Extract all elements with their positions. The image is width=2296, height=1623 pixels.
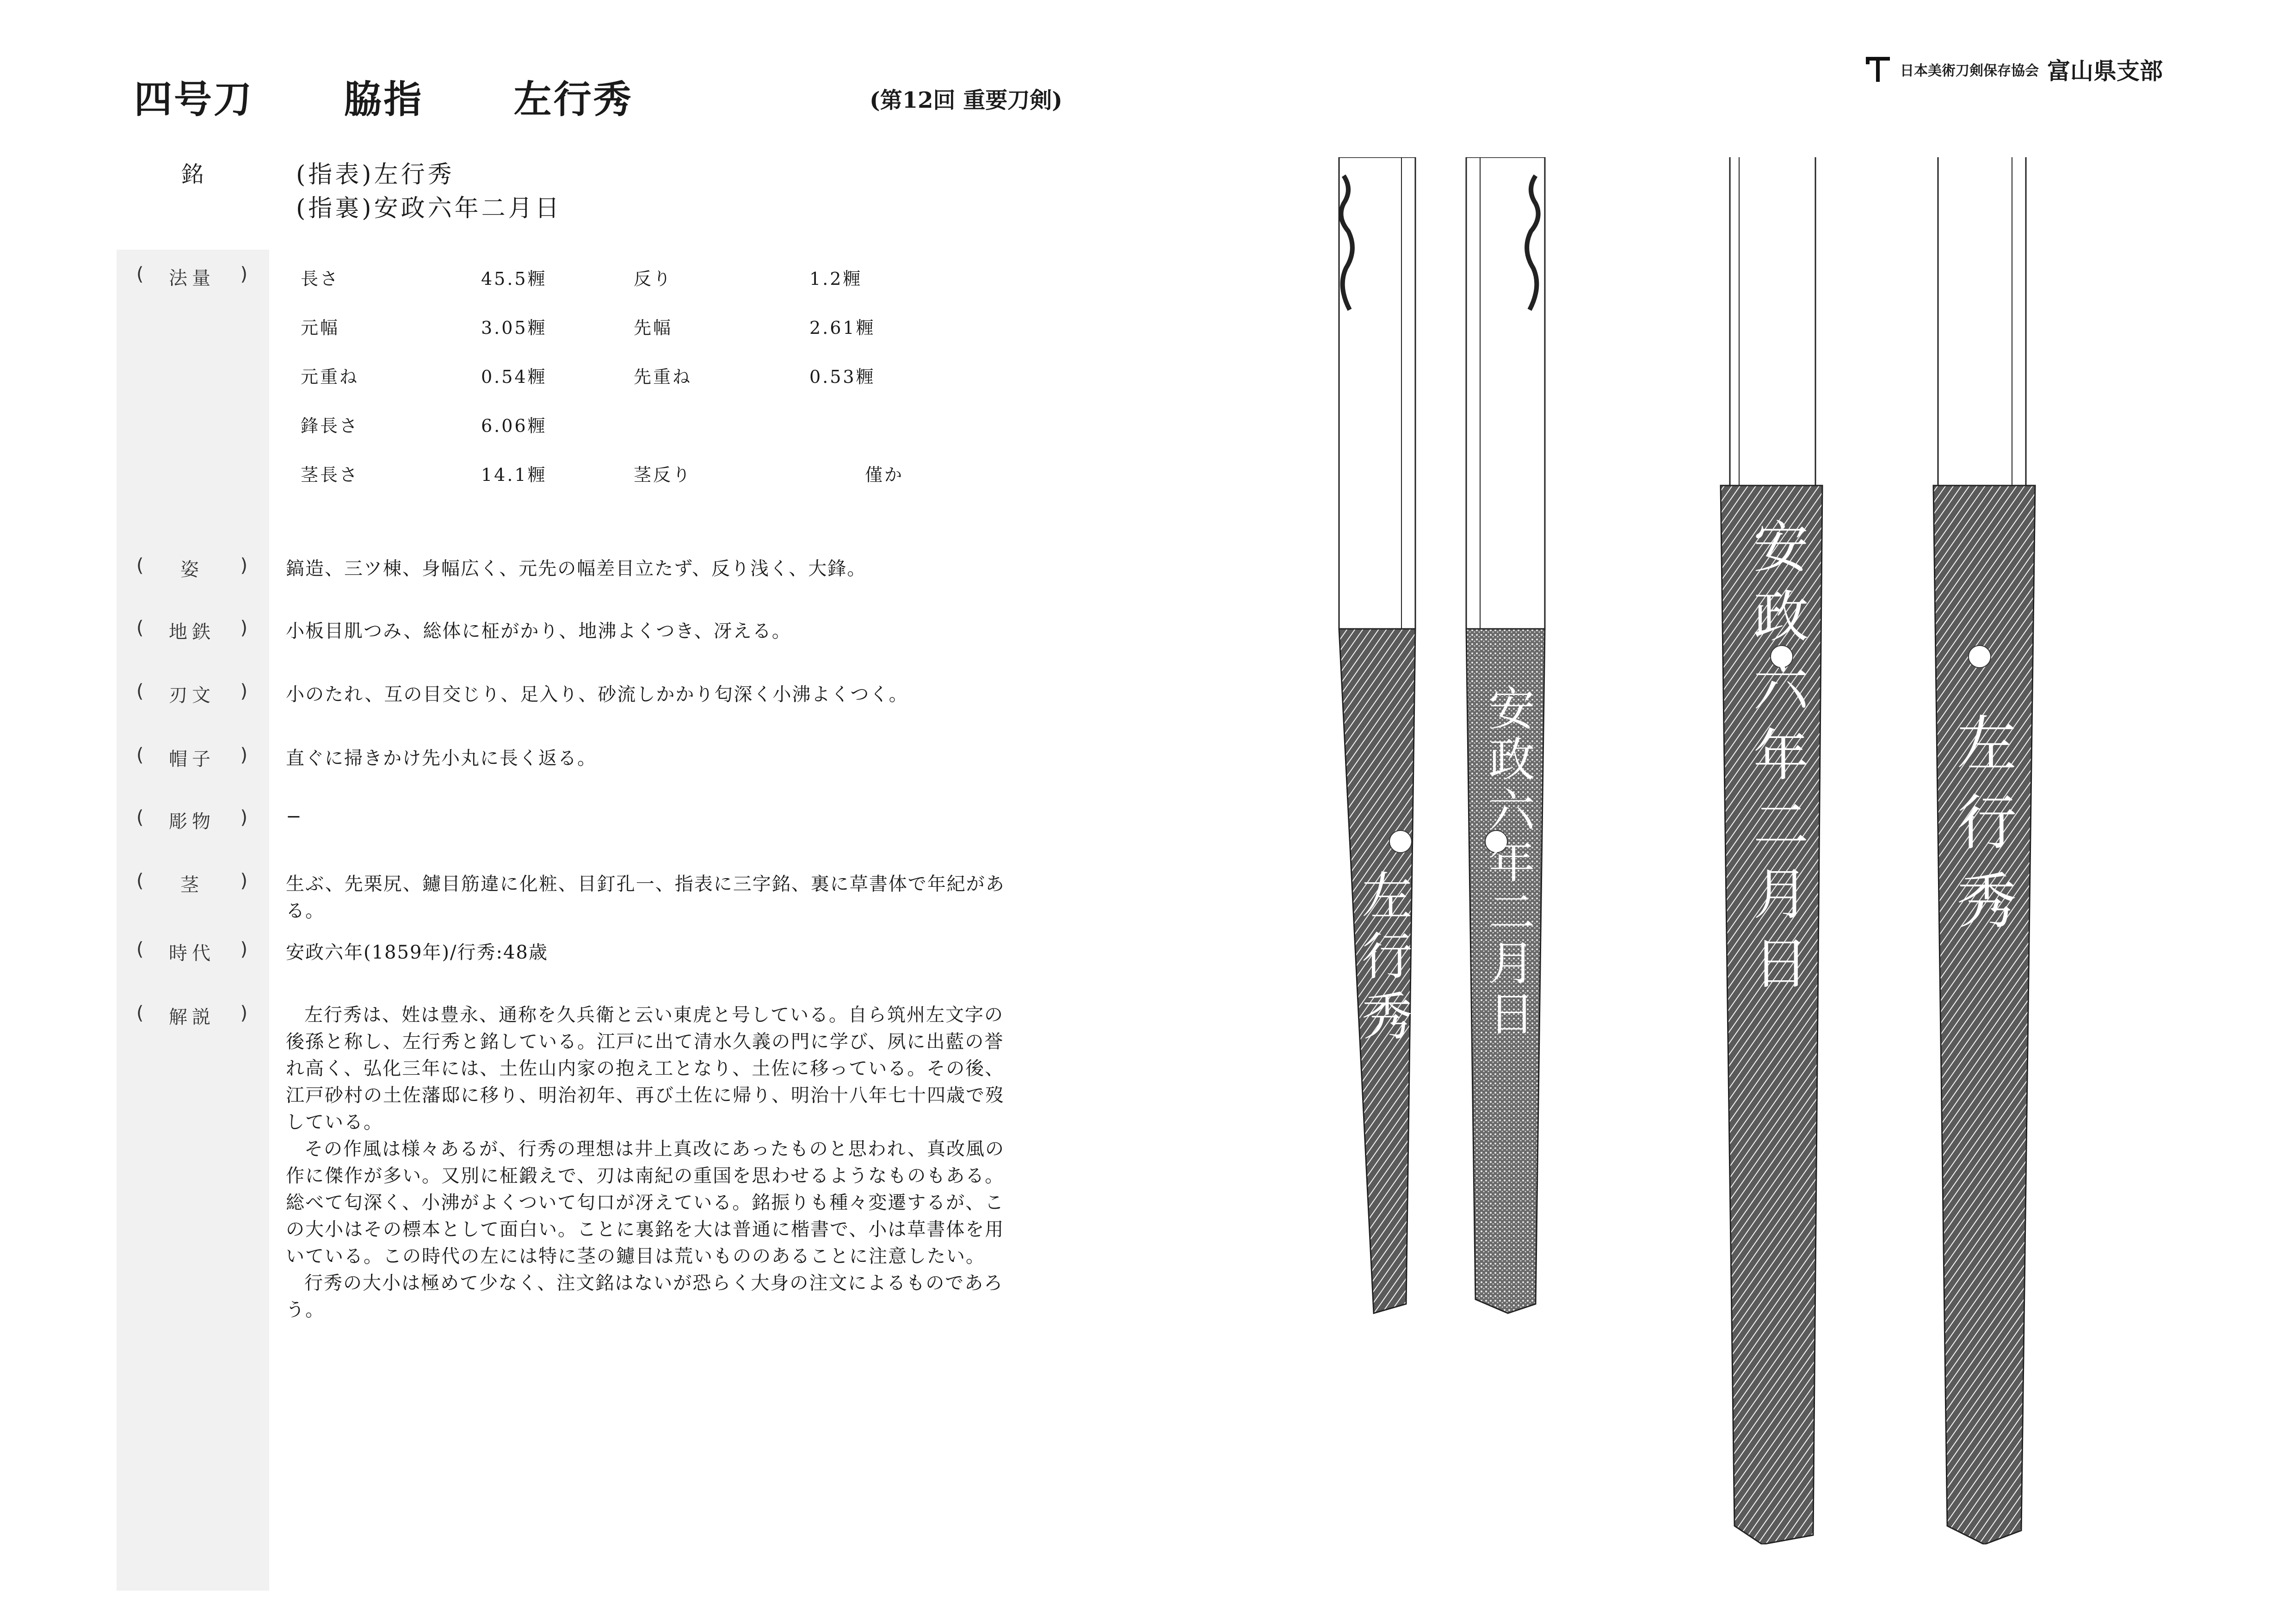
- section-label-boshi: ( 帽子 ): [134, 744, 250, 770]
- houryou-key: 茎長さ: [301, 465, 359, 485]
- kaisetsu-line: れ高く、弘化三年には、土佐山内家の抱え工となり、土佐に移っている。その後、: [286, 1058, 1005, 1079]
- houryou-value: 0.53糎: [809, 367, 876, 387]
- section-label-jigane: ( 地鉄 ): [134, 617, 250, 643]
- houryou-value: 0.54糎: [481, 367, 547, 387]
- section-text-boshi: 直ぐに掃きかけ先小丸に長く返る。: [286, 748, 597, 769]
- kaisetsu-line: いている。この時代の左には特に茎の鑢目は荒いもののあることに注意したい。: [286, 1246, 985, 1267]
- mei-ura: (指裏)安政六年二月日: [296, 195, 562, 222]
- sword-number: 四号刀: [134, 77, 254, 122]
- houryou-key: 元幅: [301, 318, 340, 338]
- houryou-key: 元重ね: [301, 367, 359, 387]
- organization-name: 日本美術刀剣保存協会: [1900, 63, 2039, 79]
- small-blade-omote: [1339, 157, 1415, 1313]
- kaisetsu-line: 作に傑作が多い。又別に柾鍛えで、刃は南紀の重国を思わせるようなものもある。: [286, 1165, 1005, 1187]
- houryou-label: ( 法量 ): [134, 264, 250, 289]
- kaisetsu-line: う。: [286, 1299, 325, 1321]
- section-text-nakago-1: 生ぶ、先栗尻、鑢目筋違に化粧、目釘孔一、指表に三字銘、裏に草書体で年紀があ: [286, 873, 1005, 895]
- designation-badge: (第12回 重要刀剣): [870, 87, 1062, 113]
- kaisetsu-line: 後孫と称し、左行秀と銘している。江戸に出て清水久義の門に学び、夙に出藍の誉: [286, 1031, 1004, 1052]
- section-text-jidai: 安政六年(1859年)/行秀:48歳: [286, 942, 548, 963]
- section-label-kaisetsu: ( 解説 ): [134, 1002, 250, 1028]
- kaisetsu-line: 江戸砂村の土佐藩邸に移り、明治初年、再び土佐に帰り、明治十八年七十四歳で歿: [286, 1085, 1005, 1106]
- kaisetsu-paragraph: [286, 1002, 1081, 1323]
- mei-omote: (指表)左行秀: [296, 161, 455, 189]
- section-text-sugata: 鎬造、三ツ棟、身幅広く、元先の幅差目立たず、反り浅く、大鋒。: [286, 558, 867, 579]
- section-label-hamon: ( 刃文 ): [134, 681, 250, 706]
- section-label-nakago: ( 茎 ): [134, 870, 250, 896]
- houryou-key: 鋒長さ: [301, 416, 359, 436]
- section-label-horimono: ( 彫物 ): [134, 807, 250, 832]
- houryou-row: [301, 461, 948, 488]
- section-text-jigane: 小板目肌つみ、総体に柾がかり、地沸よくつき、冴える。: [286, 621, 791, 642]
- houryou-value: 2.61糎: [809, 318, 876, 338]
- houryou-key: 長さ: [301, 269, 340, 289]
- kaisetsu-line: の大小はその標本として面白い。ことに裏銘を大は普通に楷書で、小は草書体を用: [286, 1219, 1005, 1240]
- large-omote-inscription: 左行秀: [1947, 712, 2017, 948]
- kaisetsu-line: その作風は様々あるが、行秀の理想は井上真改にあったものと思われ、真改風の: [304, 1138, 1005, 1160]
- houryou-value: 3.05糎: [481, 318, 547, 338]
- houryou-value: 僅か: [865, 465, 904, 485]
- label-column-background: [117, 250, 269, 1591]
- houryou-value: 6.06糎: [481, 416, 547, 436]
- sword-type: 脇指: [344, 77, 424, 122]
- kaisetsu-line: 総べて匂深く、小沸がよくついて匂口が冴えている。銘振りも種々変遷するが、こ: [286, 1192, 1005, 1213]
- houryou-row: [301, 314, 948, 341]
- swordsmith-name: 左行秀: [513, 77, 633, 122]
- houryou-key: 先幅: [634, 318, 673, 338]
- organization-header: [1864, 51, 2163, 88]
- large-ura-inscription: 安政六年二月日: [1744, 518, 1808, 1003]
- kaisetsu-line: 左行秀は、姓は豊永、通称を久兵衛と云い東虎と号している。自ら筑州左文字の: [304, 1004, 1004, 1026]
- small-omote-inscription: 左行秀: [1353, 869, 1413, 1050]
- nbthk-logo-icon: [1864, 55, 1892, 84]
- kaisetsu-line: している。: [286, 1112, 383, 1133]
- houryou-row: [301, 412, 948, 439]
- houryou-key: 茎反り: [634, 465, 692, 485]
- houryou-key: 反り: [634, 269, 673, 289]
- kaisetsu-line: 行秀の大小は極めて少なく、注文銘はないが恐らく大身の注文によるものであろ: [304, 1273, 1004, 1294]
- houryou-key: 先重ね: [634, 367, 692, 387]
- houryou-value: 1.2糎: [809, 269, 863, 289]
- page-title: [134, 69, 633, 123]
- oshigata-rubbing-image: [1314, 157, 2146, 1544]
- houryou-row: [301, 264, 948, 292]
- section-text-hamon: 小のたれ、互の目交じり、足入り、砂流しかかり匂深く小沸よくつく。: [286, 684, 908, 705]
- small-ura-inscription: 安政六年二月日: [1481, 684, 1535, 1040]
- section-label-sugata: ( 姿 ): [134, 555, 250, 580]
- branch-name: 富山県支部: [2047, 58, 2163, 85]
- houryou-row: [301, 363, 948, 390]
- section-text-nakago-2: る。: [286, 900, 325, 922]
- section-text-horimono: −: [286, 806, 302, 827]
- houryou-value: 14.1糎: [481, 465, 547, 485]
- section-label-jidai: ( 時代 ): [134, 939, 250, 964]
- houryou-value: 45.5糎: [481, 269, 547, 289]
- mei-label: 銘: [181, 161, 207, 187]
